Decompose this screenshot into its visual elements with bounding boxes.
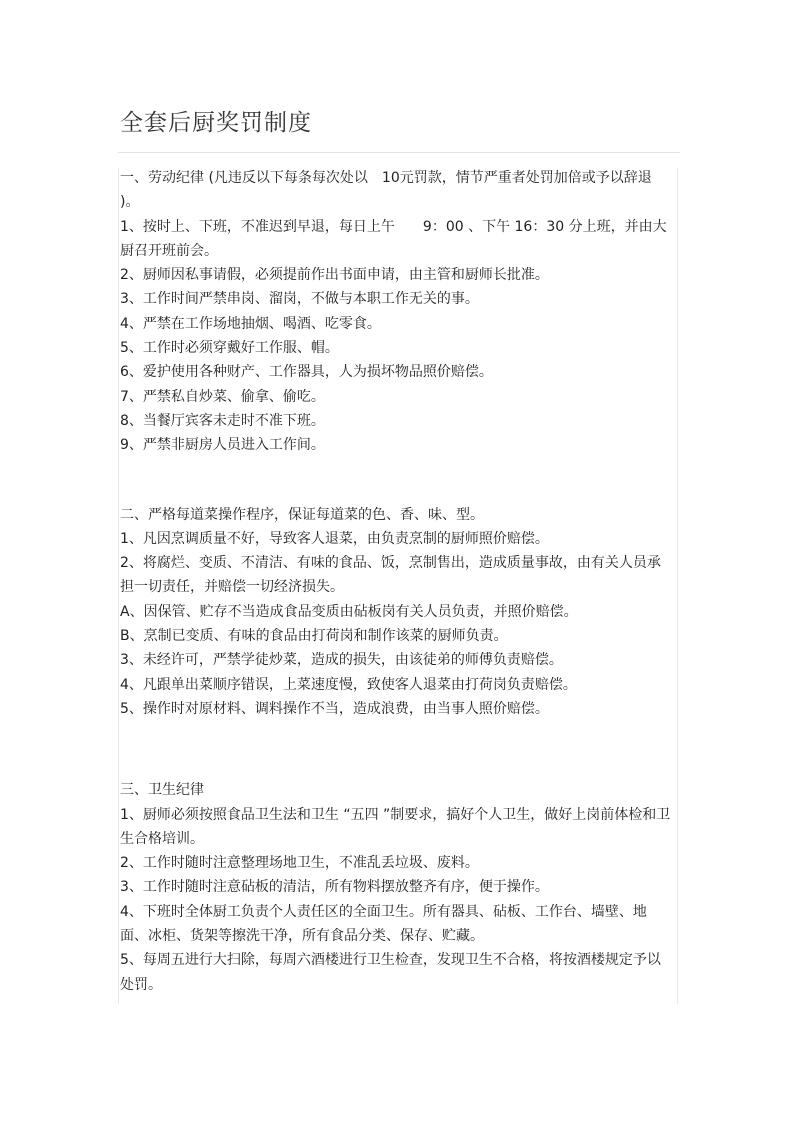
list-item: 5、操作时对原材料、调料操作不当，造成浪费，由当事人照价赔偿。 xyxy=(120,700,549,717)
document-title: 全套后厨奖罚制度 xyxy=(120,110,312,136)
list-item: 5、工作时必须穿戴好工作服、帽。 xyxy=(120,340,339,357)
list-item: 3、工作时随时注意砧板的清洁，所有物料摆放整齐有序，便于操作。 xyxy=(120,879,549,896)
list-item: B、烹制已变质、有味的食品由打荷岗和制作该菜的厨师负责。 xyxy=(120,628,508,645)
section-labor-discipline xyxy=(120,166,672,458)
list-item: 2、厨师因私事请假，必须提前作出书面申请，由主管和厨师长批准。 xyxy=(120,267,549,284)
list-item: 1、凡因烹调质量不好，导致客人退菜，由负责烹制的厨师照价赔偿。 xyxy=(120,530,549,547)
section-heading: 一、劳动纪律 (凡违反以下每条每次处以 10元罚款，情节严重者处罚加倍或予以辞退 )。 xyxy=(120,170,652,211)
section-heading: 三、卫生纪律 xyxy=(120,782,204,799)
section-spacer xyxy=(120,721,672,778)
list-item: 3、未经许可，严禁学徒炒菜，造成的损失，由该徒弟的师傅负责赔偿。 xyxy=(120,652,563,669)
list-item: 2、将腐烂、变质、不清洁、有味的食品、饭，烹制售出，造成质量事故，由有关人员承担一切责任，并赔偿一切经济损失。 xyxy=(120,555,661,596)
section-heading: 二、严格每道菜操作程序，保证每道菜的色、香、味、型。 xyxy=(120,506,484,523)
list-item: 6、爱护使用各种财产、工作器具，人为损坏物品照价赔偿。 xyxy=(120,364,493,381)
list-item: 9、严禁非厨房人员进入工作间。 xyxy=(120,437,325,454)
list-item: 3、工作时间严禁串岗、溜岗，不做与本职工作无关的事。 xyxy=(120,291,479,308)
list-item: A、因保管、贮存不当造成食品变质由砧板岗有关人员负责，并照价赔偿。 xyxy=(120,603,578,620)
title-divider xyxy=(118,152,680,153)
list-item: 2、工作时随时注意整理场地卫生，不准乱丢垃圾、废料。 xyxy=(120,855,479,872)
section-dish-procedure xyxy=(120,503,672,722)
list-item: 4、凡跟单出菜顺序错误，上菜速度慢，致使客人退菜由打荷岗负责赔偿。 xyxy=(120,676,577,693)
list-item: 4、下班时全体厨工负责个人责任区的全面卫生。所有器具、砧板、工作台、墙壁、地面、冰柜、货架等擦洗干净，所有食品分类、保存、贮藏。 xyxy=(120,903,647,945)
section-spacer xyxy=(120,458,672,503)
list-item: 7、严禁私自炒菜、偷拿、偷吃。 xyxy=(120,388,325,405)
list-item: 1、厨师必须按照食品卫生法和卫生 “五四 ”制要求，搞好个人卫生，做好上岗前体检和卫生合格培训。 xyxy=(120,806,671,847)
list-item: 8、当餐厅宾客未走时不准下班。 xyxy=(120,412,325,429)
section-hygiene-discipline xyxy=(120,778,672,997)
list-item: 5、每周五进行大扫除，每周六酒楼进行卫生检查，发现卫生不合格，将按酒楼规定予以处罚。 xyxy=(120,952,661,993)
document-body xyxy=(120,166,672,997)
list-item: 1、按时上、下班，不准迟到早退，每日上午 9：00 、下午 16：30 分上班，并由大厨召开班前会。 xyxy=(120,218,667,259)
list-item: 4、严禁在工作场地抽烟、喝酒、吃零食。 xyxy=(120,315,381,332)
